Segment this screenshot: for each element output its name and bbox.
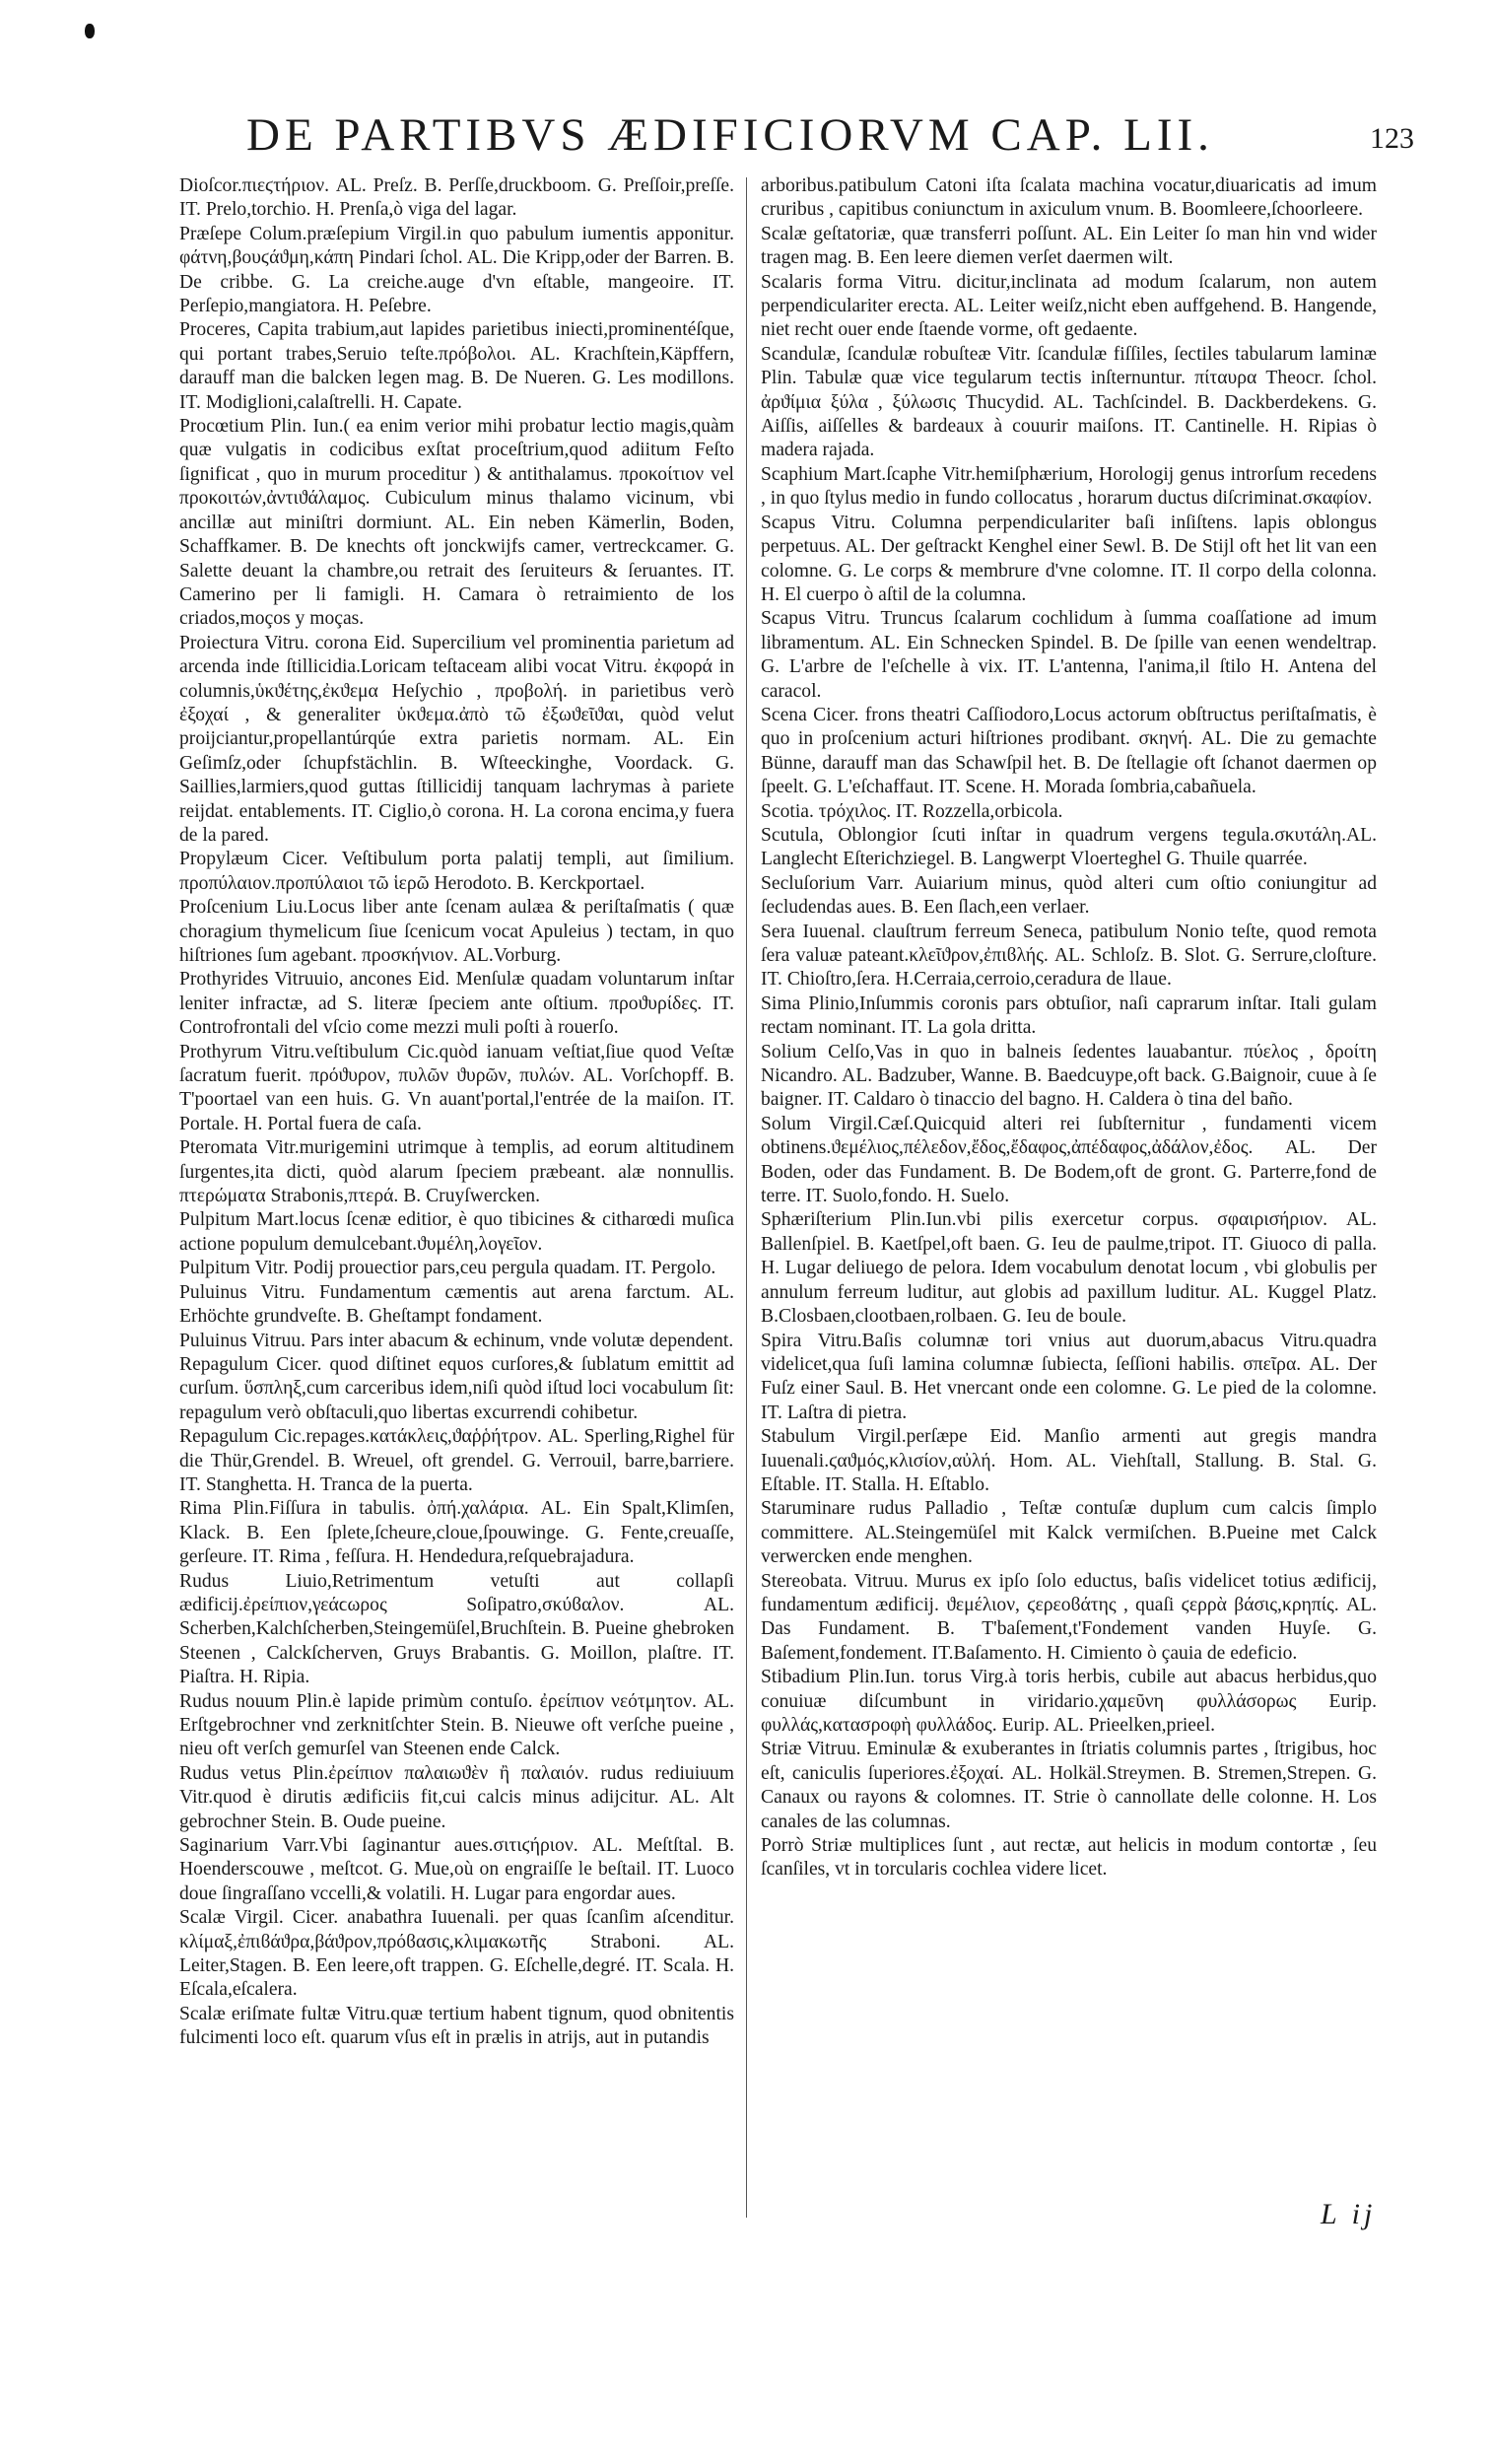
dictionary-entry xyxy=(761,1208,1377,1329)
dictionary-entry xyxy=(761,463,1377,512)
entry-headword: Rima xyxy=(179,1498,222,1520)
entry-text: Cicer. quod diſtinet equos curſores,& ſublatum emittit ad curſum. ὕσπληξ,cum carceribus idem,niſi quòd iſtud loci vocabulum ſit: repagulum verò obſtaculi,quo libertas excurrendi cohibetur. xyxy=(179,1353,734,1423)
entry-headword: Sera xyxy=(761,921,795,942)
entry-headword: Repagulum xyxy=(179,1426,269,1448)
entry-headword: Sphæriſterium xyxy=(761,1209,872,1231)
dictionary-entry xyxy=(179,1041,734,1137)
entry-text: Plin.Iun.vbi pilis exercetur corpus. σφαιρισήριον. AL. Ballenſpiel. B. Kaetſpel,oft baen. G. Ieu de paulme,tripot. IT. Giuoco di palla. H. Lugar deliuego de pelora. Idem vocabulum denotat locum , vbi globulis per annulum ferreum luditur, aut globis ad paxillum luditur. AL. Kuggel Platz. B.Closbaen,clootbaen,rolbaen. G. Ieu de boule. xyxy=(761,1209,1377,1328)
entry-text: Vitru. Columna perpendiculariter baſi inſiſtens. lapis oblongus perpetuus. AL. Der geſtrackt Kenghel einer Sewl. B. De Stijl oft het lit van een colomne. G. Le corps & membrure d'vne colomne. IT. Il corpo della colonna. H. El cuerpo ò aſtil de la columna. xyxy=(761,512,1377,605)
entry-text: quæ transferri poſſunt. AL. Ein Leiter ſo man hin vnd wider tragen mag. B. Een leere diemen verſet daermen wilt. xyxy=(761,223,1377,269)
dictionary-entry xyxy=(761,1425,1377,1497)
entry-headword: Staruminare rudus xyxy=(761,1498,912,1520)
dictionary-entry xyxy=(761,1666,1377,1738)
entry-headword: Saginarium xyxy=(179,1835,269,1857)
entry-headword: Pulpitum xyxy=(179,1258,250,1279)
entry-text: Plin. Iun.( ea enim verior mihi probatur lectio magis,quàm quæ vulgatis in codicibus exſtat proceſtrium,quod adiitum Feſto ſignificat , quo in murum proceditur ) & antithalamus. προκοίτιον vel προκοιτών,ἀντιϑάλαμος. Cubiculum minus thalamo vicinum, vbi ancillæ aut miniſtri dormiunt. AL. Ein neben Kämerlin, Boden, Schaffkamer. B. De knechts oft jonckwijfs camer, vertreckcamer. G. Salette deuant la chambre,ou retrait des ſeruiteurs & ſeruantes. IT. Camerino per li famigli. H. Camara ò retraimiento de los criados,moços y moças. xyxy=(179,416,734,630)
entry-text: arboribus.patibulum Catoni iſta ſcalata machina vocatur,diuaricatis ad imum cruribus , capitibus coniunctum in axiculum vnum. B. Boomleere,ſchoorleere. xyxy=(761,175,1377,221)
entry-text: Virgil. Cicer. anabathra Iuuenali. per quas ſcanſim aſcenditur. κλίμαξ,ἐπιϐάϑρα,βάϑρον,πρόϐασις,κλιμακωτῆς Straboni. AL. Leiter,Stagen. B. Een leere,oft trappen. G. Eſchelle,degré. IT. Scala. H. Eſcala,eſcalera. xyxy=(179,1907,734,2001)
dictionary-entry xyxy=(179,223,734,319)
entry-text: Vitr. Podij prouectior pars,ceu pergula quadam. IT. Pergolo. xyxy=(254,1258,716,1279)
right-column xyxy=(761,174,1377,2412)
dictionary-entry xyxy=(179,848,734,896)
dictionary-entry xyxy=(761,512,1377,608)
dictionary-entry xyxy=(761,1113,1377,1209)
dictionary-entry xyxy=(179,1353,734,1425)
entry-text: Vitruuio, ancones Eid. Menſulæ quadam voluntarum inſtar leniter infractæ, ad S. literæ ſpeciem ante oſtium. προϑυρίδες. IT. Controfrontali del vſcio come mezzi muli poſti à rouerſo. xyxy=(179,969,734,1039)
dictionary-entry xyxy=(761,1041,1377,1113)
entry-text: Liu.Locus liber ante ſcenam aulæa & periſtaſmatis ( quæ choragium thymelicum ſiue ſcenicum vocat Apuleius ) tectam, in quo hiſtriones ſum agebant. προσκήνιον. AL.Vorburg. xyxy=(179,897,734,966)
entry-headword: Puluinus xyxy=(179,1330,247,1351)
dictionary-entry xyxy=(179,968,734,1040)
entry-headword: Scandulæ, xyxy=(761,343,842,365)
dictionary-entry xyxy=(179,318,734,415)
dictionary-entry xyxy=(179,1570,734,1690)
entry-text: Vitru. corona Eid. Supercilium vel prominentia parietum ad arcenda inde ſtillicidia.Loricam teſtaceam alibi vocat Vitru. ἐκφορά in columnis,ὑκϑέτης,ἐκϑεμα Heſychio , προβολή. in parietibus verò ἐξοχαί , & generaliter ὑκϑεμα.ἀπὸ τῶ ἐξωϑεῖϑαι, quòd velut proijciantur,propellantúrqúe extra parietis normam. AL. Ein Geſimſz,oder ſchupfstächlin. B. Wſteeckinghe, Voordack. G. Saillies,larmiers,quod guttas ſtillicidij tanquam lachrymas à pariete reijdat. entablements. IT. Ciglio,ò corona. H. La corona encima,y fuera de la pared. xyxy=(179,632,734,846)
entry-headword: Spira xyxy=(761,1330,802,1351)
entry-headword: Præſepe xyxy=(179,223,242,244)
entry-headword: Sima xyxy=(761,992,801,1014)
dictionary-entry xyxy=(179,1906,734,2003)
entry-text: Vitru.quæ tertium habent tignum, quod obnitentis fulcimenti loco eſt. quarum vſus eſt in prælis in atrijs, aut in putandis xyxy=(179,2003,734,2049)
entry-text: Varr. Auiarium minus, quòd alteri cum oſtio coniungitur ad ſecludendas aues. B. Een ſlach,een verlaer. xyxy=(761,872,1377,919)
signature-mark: L ij xyxy=(1321,2198,1377,2230)
entry-headword: Repagulum xyxy=(179,1353,269,1375)
entry-headword: Prothyrides xyxy=(179,969,269,991)
entry-text: Plin.Iun. torus Virg.à toris herbis, cubile aut abacus herbidus,quo conuiuæ diſcumbunt in viridario.χαμεῦνη φυλλάσορως Eurip. φυλλάς,κατασροφὴ φυλλάδος. Eurip. AL. Prieelken,prieel. xyxy=(761,1667,1377,1736)
entry-headword: Scapus xyxy=(761,608,816,630)
entry-text: Iuuenal. clauſtrum ferreum Seneca, patibulum Nonio teſte, quod remota ſera valuæ pateant.κλεῖϑρον,ἐπιϐλής. AL. Schloſz. B. Slot. G. Serrure,cloſture. IT. Chioſtro,ſera. H.Cerraia,cerroio,ceradura de llaue. xyxy=(761,921,1377,991)
dictionary-entry xyxy=(761,271,1377,343)
entry-text: ſcandulæ robuſteæ Vitr. ſcandulæ fiſſiles, ſectiles tabularum laminæ Plin. Tabulæ quæ vice tegularum tectis inſternuntur. πίταυρα Theocr. ſchol. ἀρϑίμια ξύλα , ξύλωσις Thucydid. AL. Tachſcindel. B. Dackberdekens. G. Aiſſis, aiſſelles & bardeaux à couurir maiſons. IT. Cantinelle. H. Ripias ò madera rajada. xyxy=(761,343,1377,461)
entry-headword: Scapus xyxy=(761,512,816,533)
entry-headword: Solium xyxy=(761,1041,817,1062)
entry-text: τρόχιλος. IT. Rozzella,orbicola. xyxy=(818,800,1063,822)
entry-headword: Solum xyxy=(761,1113,812,1134)
entry-text: Dioſcor.πιεϛτήριον. AL. Preſz. B. Perſſe,druckboom. G. Preſſoir,preſſe. IT. Prelo,torchio. H. Prenſa,ò viga del lagar. xyxy=(179,175,734,221)
dictionary-entry xyxy=(761,343,1377,463)
entry-text: Cicer. frons theatri Caſſiodoro,Locus actorum obſtructus periſtaſmatis, è quo in proſcenium acturi hiſtriones prodibant. σκηνή. AL. Die zu gemachte Bünne, darauff man das Schawſpil het. B. De ſtellagie oft ſchanot daermen op ſpeelt. G. L'eſchaffaut. IT. Scene. H. Morada ſombria,cabañuela. xyxy=(761,704,1377,798)
dictionary-entry xyxy=(761,1834,1377,1882)
entry-text: Cicer. Veſtibulum porta palatij templi, aut ſimilium. προπύλαιον.προπύλαιοι τῶ ἱερῶ Herodoto. B. Kerckportael. xyxy=(179,849,734,894)
entry-headword: Proiectura xyxy=(179,632,259,653)
entry-text: Vitr.murigemini utrimque à templis, ad eorum altitudinem ſurgentes,ita dicti, quòd alarum ſpeciem præbeant. alæ nonnullis. πτερώματα Strabonis,πτερά. B. Cruyſwercken. xyxy=(179,1137,734,1207)
dictionary-entry xyxy=(179,1834,734,1906)
entry-headword: Scutula, xyxy=(761,824,824,846)
entry-text: Liuio,Retrimentum vetuſti aut collapſi ædificij.ἐρείπιον,γεάϲωρος Soſipatro,σκύϐαλον. AL. Scherben,Kalchſcherben,Steingemüſel,Bruchſtein. B. Pueine ghebroken Steenen , Calckſcherven, Gruys Brabantis. G. Moillon, plaſtre. IT. Piaſtra. H. Ripia. xyxy=(179,1570,734,1688)
dictionary-entry xyxy=(179,896,734,968)
dictionary-entry xyxy=(179,1330,734,1353)
dictionary-entry xyxy=(761,174,1377,223)
entry-headword: Scotia. xyxy=(761,800,814,822)
dictionary-entry xyxy=(761,921,1377,992)
entry-headword: Pteromata xyxy=(179,1137,258,1159)
column-divider xyxy=(746,177,747,2218)
dictionary-entry xyxy=(179,1136,734,1208)
dictionary-entry xyxy=(179,1497,734,1569)
dictionary-entry xyxy=(761,1330,1377,1426)
dictionary-entry xyxy=(761,223,1377,271)
left-column xyxy=(179,174,734,2441)
entry-text: Vitruu. Pars inter abacum & echinum, vnde volutæ dependent. xyxy=(251,1330,734,1351)
entry-text: Cic.repages.κατάκλεις,ϑαῥῥήτρον. AL. Sperling,Righel für die Thür,Grendel. B. Wreuel, oft grendel. G. Verrouil, barre,barriere. IT. Stanghetta. H. Tranca de la puerta. xyxy=(179,1426,734,1495)
entry-headword: Scalaris forma xyxy=(761,271,883,293)
entry-headword: Stibadium xyxy=(761,1667,841,1688)
entry-text: Varr.Vbi ſaginantur aues.σιτιϛήριον. AL. Meſtſtal. B. Hoenderscouwe , meſtcot. G. Mue,où on engraiſſe le beſtail. IT. Luoco doue ſingraſſano vccelli,& volatili. H. Lugar para engordar aues. xyxy=(179,1835,734,1904)
entry-headword: Scalæ xyxy=(179,1907,226,1929)
entry-headword: Pulpitum xyxy=(179,1209,250,1231)
dictionary-entry xyxy=(761,607,1377,704)
entry-headword: Scalæ geſtatoriæ, xyxy=(761,223,896,244)
entry-text: Mart.ſcaphe Vitr.hemiſphærium, Horologij genus introrſum recedens , in quo ſtylus medio in fundo collocatus , horarum ductus diſcriminat.σκαφίον. xyxy=(761,463,1377,510)
page-number: 123 xyxy=(1370,122,1414,155)
entry-text: Vitruu. Murus ex ipſo ſolo eductus, baſis videlicet totius ædificij, fundamentum ædificij. ϑεμέλιον, ϛερεοϐάτης , quaſi ϛερρὰ βάσις,κρηπίς. AL. Das Fundament. B. T'baſement,t'Fondement vanden Huyſe. G. Baſement,fondement. IT.Baſamento. H. Cimiento ò çauia de edeficio. xyxy=(761,1570,1377,1664)
entry-text: Vitru.veſtibulum Cic.quòd ianuam veſtiat,ſiue quod Veſtæ ſacratum fuerit. πρόϑυρον, πυλῶν ϑυρῶν, πυλών. AL. Vorſchopff. B. T'poortael van een huis. G. Vn auant'portal,l'entrée de la maiſon. IT. Portale. H. Portal fuera de caſa. xyxy=(179,1041,734,1134)
dictionary-entry xyxy=(761,704,1377,800)
entry-text: Vitru. dicitur,inclinata ad modum ſcalarum, non autem perpendiculariter erecta. AL. Leiter weiſz,nicht eben auffgehend. B. Hangende, niet recht ouer ende ſtaende vorme, oft gedaente. xyxy=(761,271,1377,341)
entry-text: Colum.præſepium Virgil.in quo pabulum iumentis apponitur. φάτνη,βουϛάϑμη,κάπη Pindari ſchol. AL. Die Kripp,oder der Barren. B. De cribbe. G. La creiche.auge d'vn eſtable, mangeoire. IT. Perſepio,mangiatora. H. Peſebre. xyxy=(179,223,734,317)
dictionary-entry xyxy=(179,174,734,223)
entry-headword: Scaphium xyxy=(761,463,839,485)
entry-text: Mart.locus ſcenæ editior, è quo tibicines & citharœdi muſica actione populum demulcebant.ϑυμέλη,λογεῖον. xyxy=(179,1209,734,1255)
dictionary-entry xyxy=(179,1762,734,1834)
entry-headword: Scalæ eriſmate fultæ xyxy=(179,2003,341,2024)
entry-headword: Proceres, xyxy=(179,319,251,341)
dictionary-entry xyxy=(761,1497,1377,1569)
entry-headword: Scena xyxy=(761,704,807,725)
entry-text: Plin.Fiſſura in tabulis. ὀπή.χαλάρια. AL. Ein Spalt,Klimſen, Klack. B. Een ſplete,ſcheure,cloue,ſpouwinge. G. Fente,creuaſſe, gerſeure. IT. Rima , feſſura. H. Hendedura,reſquebrajadura. xyxy=(179,1498,734,1568)
entry-text: Plin.è lapide primùm contuſo. ἐρείπιον νεότμητον. AL. Erſtgebrochner vnd zerknitſchter Stein. B. Nieuwe oft verſche pueine , nieu oft verſch gemurſel van Steenen ende Calck. xyxy=(179,1690,734,1760)
entry-text: Vitru. Fundamentum cæmentis aut arena farctum. AL. Erhöchte grundveſte. B. Gheſtampt fondament. xyxy=(179,1281,734,1328)
dictionary-entry xyxy=(761,824,1377,872)
entry-text: Vitru. Truncus ſcalarum cochlidum à ſumma coaſſatione ad imum libramentum. AL. Ein Schnecken Spindel. B. De ſpille van eenen wendeltrap. G. L'arbre de l'eſchelle à vix. IT. L'antenna, l'anima,il ſtilo H. Antena del caracol. xyxy=(761,608,1377,702)
entry-text: Plinio,Inſummis coronis pars obtuſior, naſi caprarum inſtar. Itali gulam rectam nominant. IT. La gola dritta. xyxy=(761,992,1377,1039)
dictionary-entry xyxy=(179,1690,734,1762)
entry-headword: Rudus vetus xyxy=(179,1762,282,1784)
dictionary-entry xyxy=(761,1738,1377,1834)
entry-headword: Stereobata. xyxy=(761,1570,848,1592)
dictionary-entry xyxy=(179,2003,734,2051)
dictionary-entry xyxy=(761,800,1377,824)
entry-headword: Striæ xyxy=(761,1739,802,1760)
entry-text: Plin.ἐρείπιον παλαιωϑὲν ἢ παλαιόν. rudus rediuiuum Vitr.quod è dirutis ædificiis fit,cui calcis minus adijcitur. AL. Alt gebrochner Stein. B. Oude pueine. xyxy=(179,1762,734,1832)
entry-text: Vitruu. Eminulæ & exuberantes in ſtriatis columnis partes , ſtrigibus, hoc eſt, caniculis ſuperiores.ἐξοχαί. AL. Holkäl.Streymen. B. Stremen,Strepen. G. Canaux ou rayons & colomnes. IT. Strie ò cannollate delle colonne. H. Los canales de las columnas. xyxy=(761,1739,1377,1832)
entry-text: Palladio , Teſtæ contuſæ duplum cum calcis ſimplo committere. AL.Steingemüſel mit Kalck vermiſchen. B.Pueine met Calck verwercken ende menghen. xyxy=(761,1498,1377,1568)
dictionary-entry xyxy=(179,415,734,632)
dictionary-entry xyxy=(761,992,1377,1041)
entry-headword: Procœtium xyxy=(179,416,264,438)
entry-headword: Stabulum xyxy=(761,1426,836,1448)
entry-headword: Rudus nouum xyxy=(179,1690,290,1712)
entry-text: Vitru.Baſis columnæ tori vnius aut duorum,abacus Vitru.quadra videlicet,qua ſuſi lamina columnæ ſubiecta, ſeſſioni habilis. σπεῖρα. AL. Der Fuſz einer Saul. B. Het vnercant onde een colomne. G. Le pied de la colomne. IT. Laſtra di pietra. xyxy=(761,1330,1377,1423)
dictionary-entry xyxy=(761,872,1377,921)
entry-headword: Propylæum xyxy=(179,849,269,870)
entry-text: Celſo,Vas in quo in balneis ſedentes lauabantur. πύελος , δροίτη Nicandro. AL. Badzuber, Wanne. B. Baedcuype,oft back. G.Baignoir, cuue à ſe baigner. IT. Caldaro ò tinaccio del bagno. H. Caldera ò tina del baño. xyxy=(761,1041,1377,1111)
entry-text: Virgil.perſæpe Eid. Manſio armenti aut gregis mandra Iuuenali.ϛαϑμός,κλισίον,αὐλή. Hom. AL. Viehſtall, Stallung. B. Stal. G. Eſtable. IT. Stalla. H. Eſtablo. xyxy=(761,1426,1377,1495)
entry-headword: Rudus xyxy=(179,1570,230,1592)
entry-headword: Puluinus xyxy=(179,1281,247,1303)
page-title: DE PARTIBVS ÆDIFICIORVM CAP. LII. xyxy=(246,109,1214,161)
entry-headword: Prothyrum xyxy=(179,1041,262,1062)
entry-text: Porrò Striæ multiplices ſunt , aut rectæ, aut helicis in modum contortæ , ſeu ſcanſiles, vt in torcularis cochlea videre licet. xyxy=(761,1835,1377,1881)
entry-headword: Secluſorium xyxy=(761,872,855,894)
dictionary-entry xyxy=(179,1257,734,1280)
dictionary-entry xyxy=(179,1281,734,1330)
dictionary-entry xyxy=(179,1208,734,1257)
entry-text: Capita trabium,aut lapides parietibus iniecti,prominentéſque, qui portant trabes,Seruio teſte.πρόβολοι. AL. Krachſtein,Käpffern, darauff man die balcken legen mag. B. De Nueren. G. Les modillons. IT. Modiglioni,calaſtrelli. H. Capate. xyxy=(179,319,734,413)
ink-dot xyxy=(85,24,95,38)
entry-text: Oblongior ſcuti inſtar in quadrum vergens tegula.σκυτάλη.AL. Langlecht Eſterichziegel. B. Langwerpt Vloerteghel G. Thuile quarrée. xyxy=(761,824,1377,870)
dictionary-entry xyxy=(761,1570,1377,1667)
entry-text: Virgil.Cæſ.Quicquid alteri rei ſubſternitur , fundamenti vicem obtinens.ϑεμέλιος,πέλεδον,ἔδος,ἔδαφος,ἀπέδαφος,ἀδάλον,ἐδος. AL. Der Boden, oder das Fundament. B. De Bodem,oft de gront. G. Parterre,fond de terre. IT. Suolo,fondo. H. Suelo. xyxy=(761,1113,1377,1207)
dictionary-entry xyxy=(179,632,734,849)
dictionary-entry xyxy=(179,1425,734,1497)
entry-headword: Proſcenium xyxy=(179,897,269,919)
